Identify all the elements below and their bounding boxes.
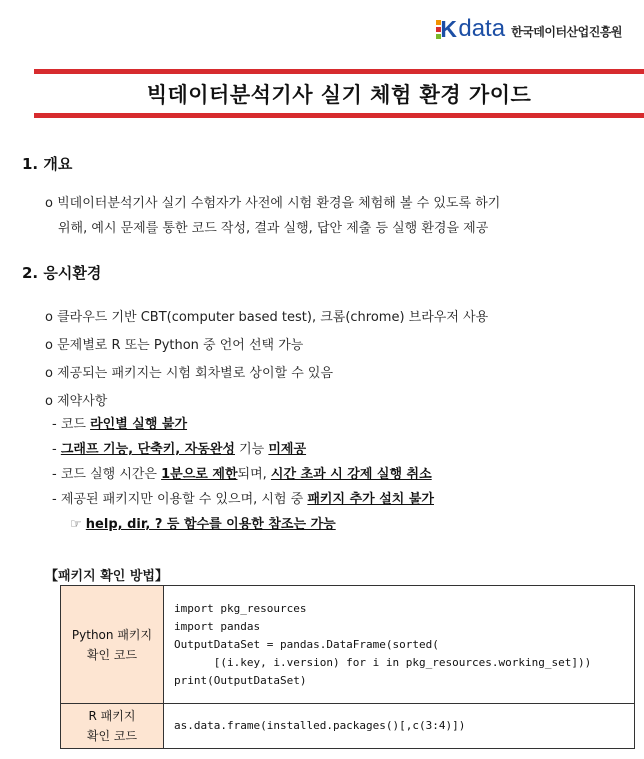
- constraint-1-emphasis: 라인별 실행 불가: [90, 417, 188, 432]
- environment-item-2: o 문제별로 R 또는 Python 중 언어 선택 가능: [45, 338, 304, 353]
- r-label-cell: [61, 704, 164, 749]
- constraint-1-text: - 코드: [52, 417, 91, 432]
- kdata-logo: [436, 15, 622, 42]
- package-check-table: [60, 585, 635, 749]
- python-code-line-1: import pkg_resources: [174, 601, 307, 615]
- constraint-line-2: [52, 438, 306, 457]
- python-code-line-4: [(i.key, i.version) for i in pkg_resources.working_set])): [174, 655, 592, 669]
- python-label-cell: [61, 586, 164, 704]
- r-code-line: as.data.frame(installed.packages()[,c(3:4)]): [174, 719, 466, 732]
- constraint-line-1: [52, 413, 187, 432]
- table-row-python: [61, 586, 635, 704]
- constraint-3-text: - 코드 실행 시간은: [52, 467, 162, 482]
- constraint-2-text: -: [52, 442, 61, 457]
- title-top-rule: [34, 69, 644, 74]
- pointing-hand-icon: ☞: [70, 517, 86, 532]
- environment-item-3: o 제공되는 패키지는 시험 회차별로 상이할 수 있음: [45, 366, 334, 381]
- table-row-r: [61, 704, 635, 749]
- section-heading-overview: 1. 개요: [22, 155, 73, 173]
- constraint-2-emphasis-2: 미제공: [268, 442, 307, 457]
- environment-item-1: o 클라우드 기반 CBT(computer based test), 크롬(chrome) 브라우저 사용: [45, 310, 489, 325]
- kdata-logo-mark: [436, 18, 456, 40]
- python-label-line-2: 확인 코드: [86, 647, 138, 662]
- package-check-heading: 【패키지 확인 방법】: [45, 569, 168, 584]
- constraint-2-emphasis-1: 그래프 기능, 단축키, 자동완성: [60, 442, 235, 457]
- logo-k-letter: K: [440, 16, 457, 42]
- environment-item-4: o 제약사항: [45, 394, 108, 409]
- section-heading-environment: 2. 응시환경: [22, 264, 102, 282]
- constraint-5-emphasis: help, dir, ? 등 함수를 이용한 참조는 가능: [85, 517, 336, 532]
- python-code-line-3: OutputDataSet = pandas.DataFrame(sorted(: [174, 637, 439, 651]
- r-label-line-2: 확인 코드: [86, 729, 138, 743]
- r-label-line-1: R 패키지: [88, 709, 136, 723]
- constraint-3-emphasis-2: 시간 초과 시 강제 실행 취소: [270, 467, 432, 482]
- python-code-line-2: import pandas: [174, 619, 261, 633]
- constraint-line-4: [52, 488, 434, 507]
- python-label-line-1: Python 패키지: [71, 627, 153, 642]
- r-code-cell: [164, 704, 635, 749]
- title-bottom-rule: [34, 113, 644, 118]
- python-code-cell: [164, 586, 635, 704]
- page-title: 빅데이터분석기사 실기 체험 환경 가이드: [146, 83, 532, 107]
- overview-line-1: o 빅데이터분석기사 실기 수험자가 사전에 시험 환경을 체험해 볼 수 있도록 하기: [45, 196, 501, 211]
- constraint-2-mid: 기능: [234, 442, 269, 457]
- constraint-line-5: [70, 513, 336, 532]
- logo-organization: 한국데이터산업진흥원: [511, 25, 622, 39]
- python-code-line-5: print(OutputDataSet): [174, 673, 307, 687]
- constraint-4-text: - 제공된 패키지만 이용할 수 있으며, 시험 중: [52, 492, 308, 507]
- constraint-4-emphasis: 패키지 추가 설치 불가: [307, 492, 434, 507]
- overview-line-2: 위해, 예시 문제를 통한 코드 작성, 결과 실행, 답안 제출 등 실행 환경을 제공: [58, 221, 489, 236]
- logo-wordmark: data: [458, 15, 506, 42]
- constraint-3-mid: 되며,: [237, 467, 271, 482]
- constraint-line-3: [52, 463, 432, 482]
- constraint-3-emphasis-1: 1분으로 제한: [161, 467, 238, 482]
